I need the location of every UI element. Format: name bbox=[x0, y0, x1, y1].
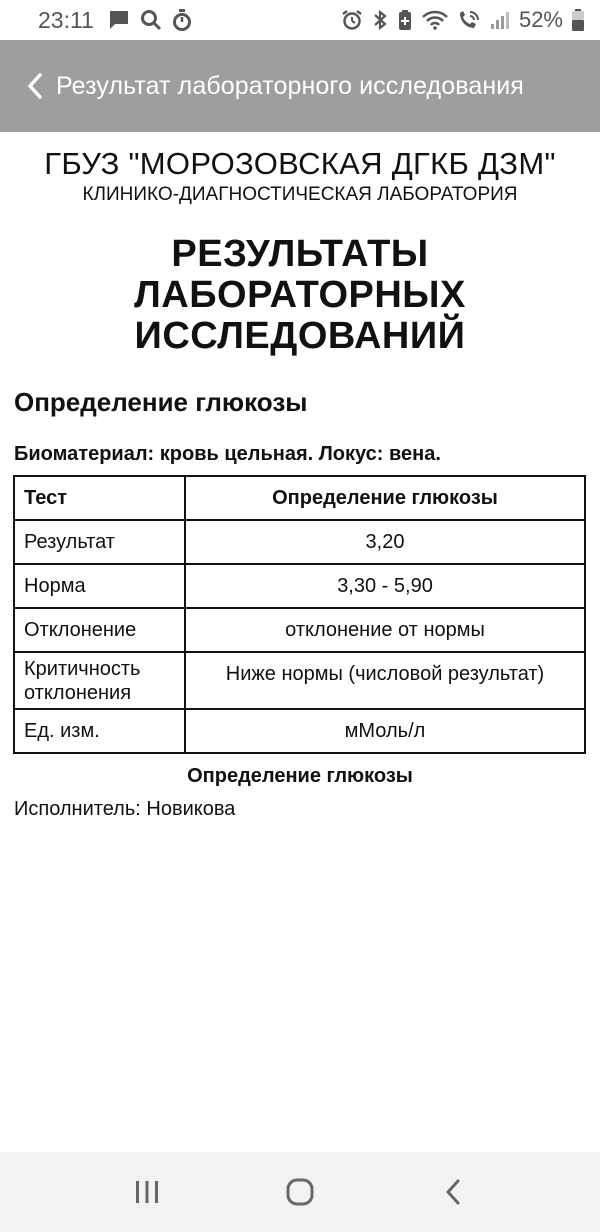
navigation-bar bbox=[0, 1152, 600, 1232]
row-label: Результат bbox=[14, 520, 185, 564]
battery-percent: 52% bbox=[518, 7, 563, 32]
row-value: Ниже нормы (числовой результат) bbox=[185, 652, 585, 709]
footer-test-title: Определение глюкозы bbox=[187, 765, 413, 787]
battery-icon bbox=[572, 9, 584, 31]
results-table bbox=[13, 475, 586, 754]
wifi-icon bbox=[422, 10, 448, 30]
test-heading: Определение глюкозы bbox=[14, 387, 308, 417]
bluetooth-icon bbox=[372, 9, 388, 31]
home-icon bbox=[285, 1177, 315, 1207]
table-row bbox=[14, 608, 585, 652]
wifi-calling-icon bbox=[457, 9, 481, 31]
status-time: 23:11 bbox=[38, 6, 94, 33]
report-content bbox=[0, 132, 600, 821]
back-icon bbox=[444, 1178, 462, 1206]
message-icon bbox=[108, 10, 130, 30]
status-bar bbox=[0, 0, 600, 40]
biomaterial-info: Биоматериал: кровь цельная. Локус: вена. bbox=[14, 443, 441, 465]
executor-info: Исполнитель: Новикова bbox=[14, 798, 236, 820]
table-header-value: Определение глюкозы bbox=[185, 476, 585, 520]
table-row bbox=[14, 520, 585, 564]
chevron-left-icon bbox=[26, 72, 44, 100]
table-header-row bbox=[14, 476, 585, 520]
table-row bbox=[14, 709, 585, 753]
recent-apps-icon bbox=[133, 1179, 161, 1205]
row-label: Отклонение bbox=[14, 608, 185, 652]
app-bar bbox=[0, 40, 600, 132]
report-title-line-3: ИССЛЕДОВАНИЙ bbox=[134, 315, 466, 357]
status-right bbox=[341, 7, 584, 33]
back-button[interactable] bbox=[20, 66, 50, 106]
report-title-line-2: ЛАБОРАТОРНЫХ bbox=[134, 274, 466, 316]
table-row bbox=[14, 652, 585, 709]
row-label: Норма bbox=[14, 564, 185, 608]
report-title-line-1: РЕЗУЛЬТАТЫ bbox=[171, 233, 429, 275]
row-value: отклонение от нормы bbox=[185, 608, 585, 652]
search-icon bbox=[140, 9, 162, 31]
table-row bbox=[14, 564, 585, 608]
table-header-label: Тест bbox=[14, 476, 185, 520]
row-label: Ед. изм. bbox=[14, 709, 185, 753]
stopwatch-icon bbox=[172, 9, 192, 31]
laboratory-name: КЛИНИКО-ДИАГНОСТИЧЕСКАЯ ЛАБОРАТОРИЯ bbox=[82, 184, 518, 205]
row-value: мМоль/л bbox=[185, 709, 585, 753]
row-value: 3,30 - 5,90 bbox=[185, 564, 585, 608]
signal-icon bbox=[490, 10, 510, 30]
app-title: Результат лабораторного исследования bbox=[56, 71, 524, 100]
row-label: Критичность отклонения bbox=[14, 652, 185, 709]
recent-apps-button[interactable] bbox=[117, 1162, 177, 1222]
battery-saver-icon bbox=[397, 9, 413, 31]
status-left bbox=[38, 7, 192, 34]
row-value: 3,20 bbox=[185, 520, 585, 564]
home-button[interactable] bbox=[270, 1162, 330, 1222]
organization-name: ГБУЗ "МОРОЗОВСКАЯ ДГКБ ДЗМ" bbox=[44, 146, 556, 181]
report-title bbox=[0, 234, 600, 357]
alarm-icon bbox=[341, 9, 363, 31]
nav-back-button[interactable] bbox=[423, 1162, 483, 1222]
